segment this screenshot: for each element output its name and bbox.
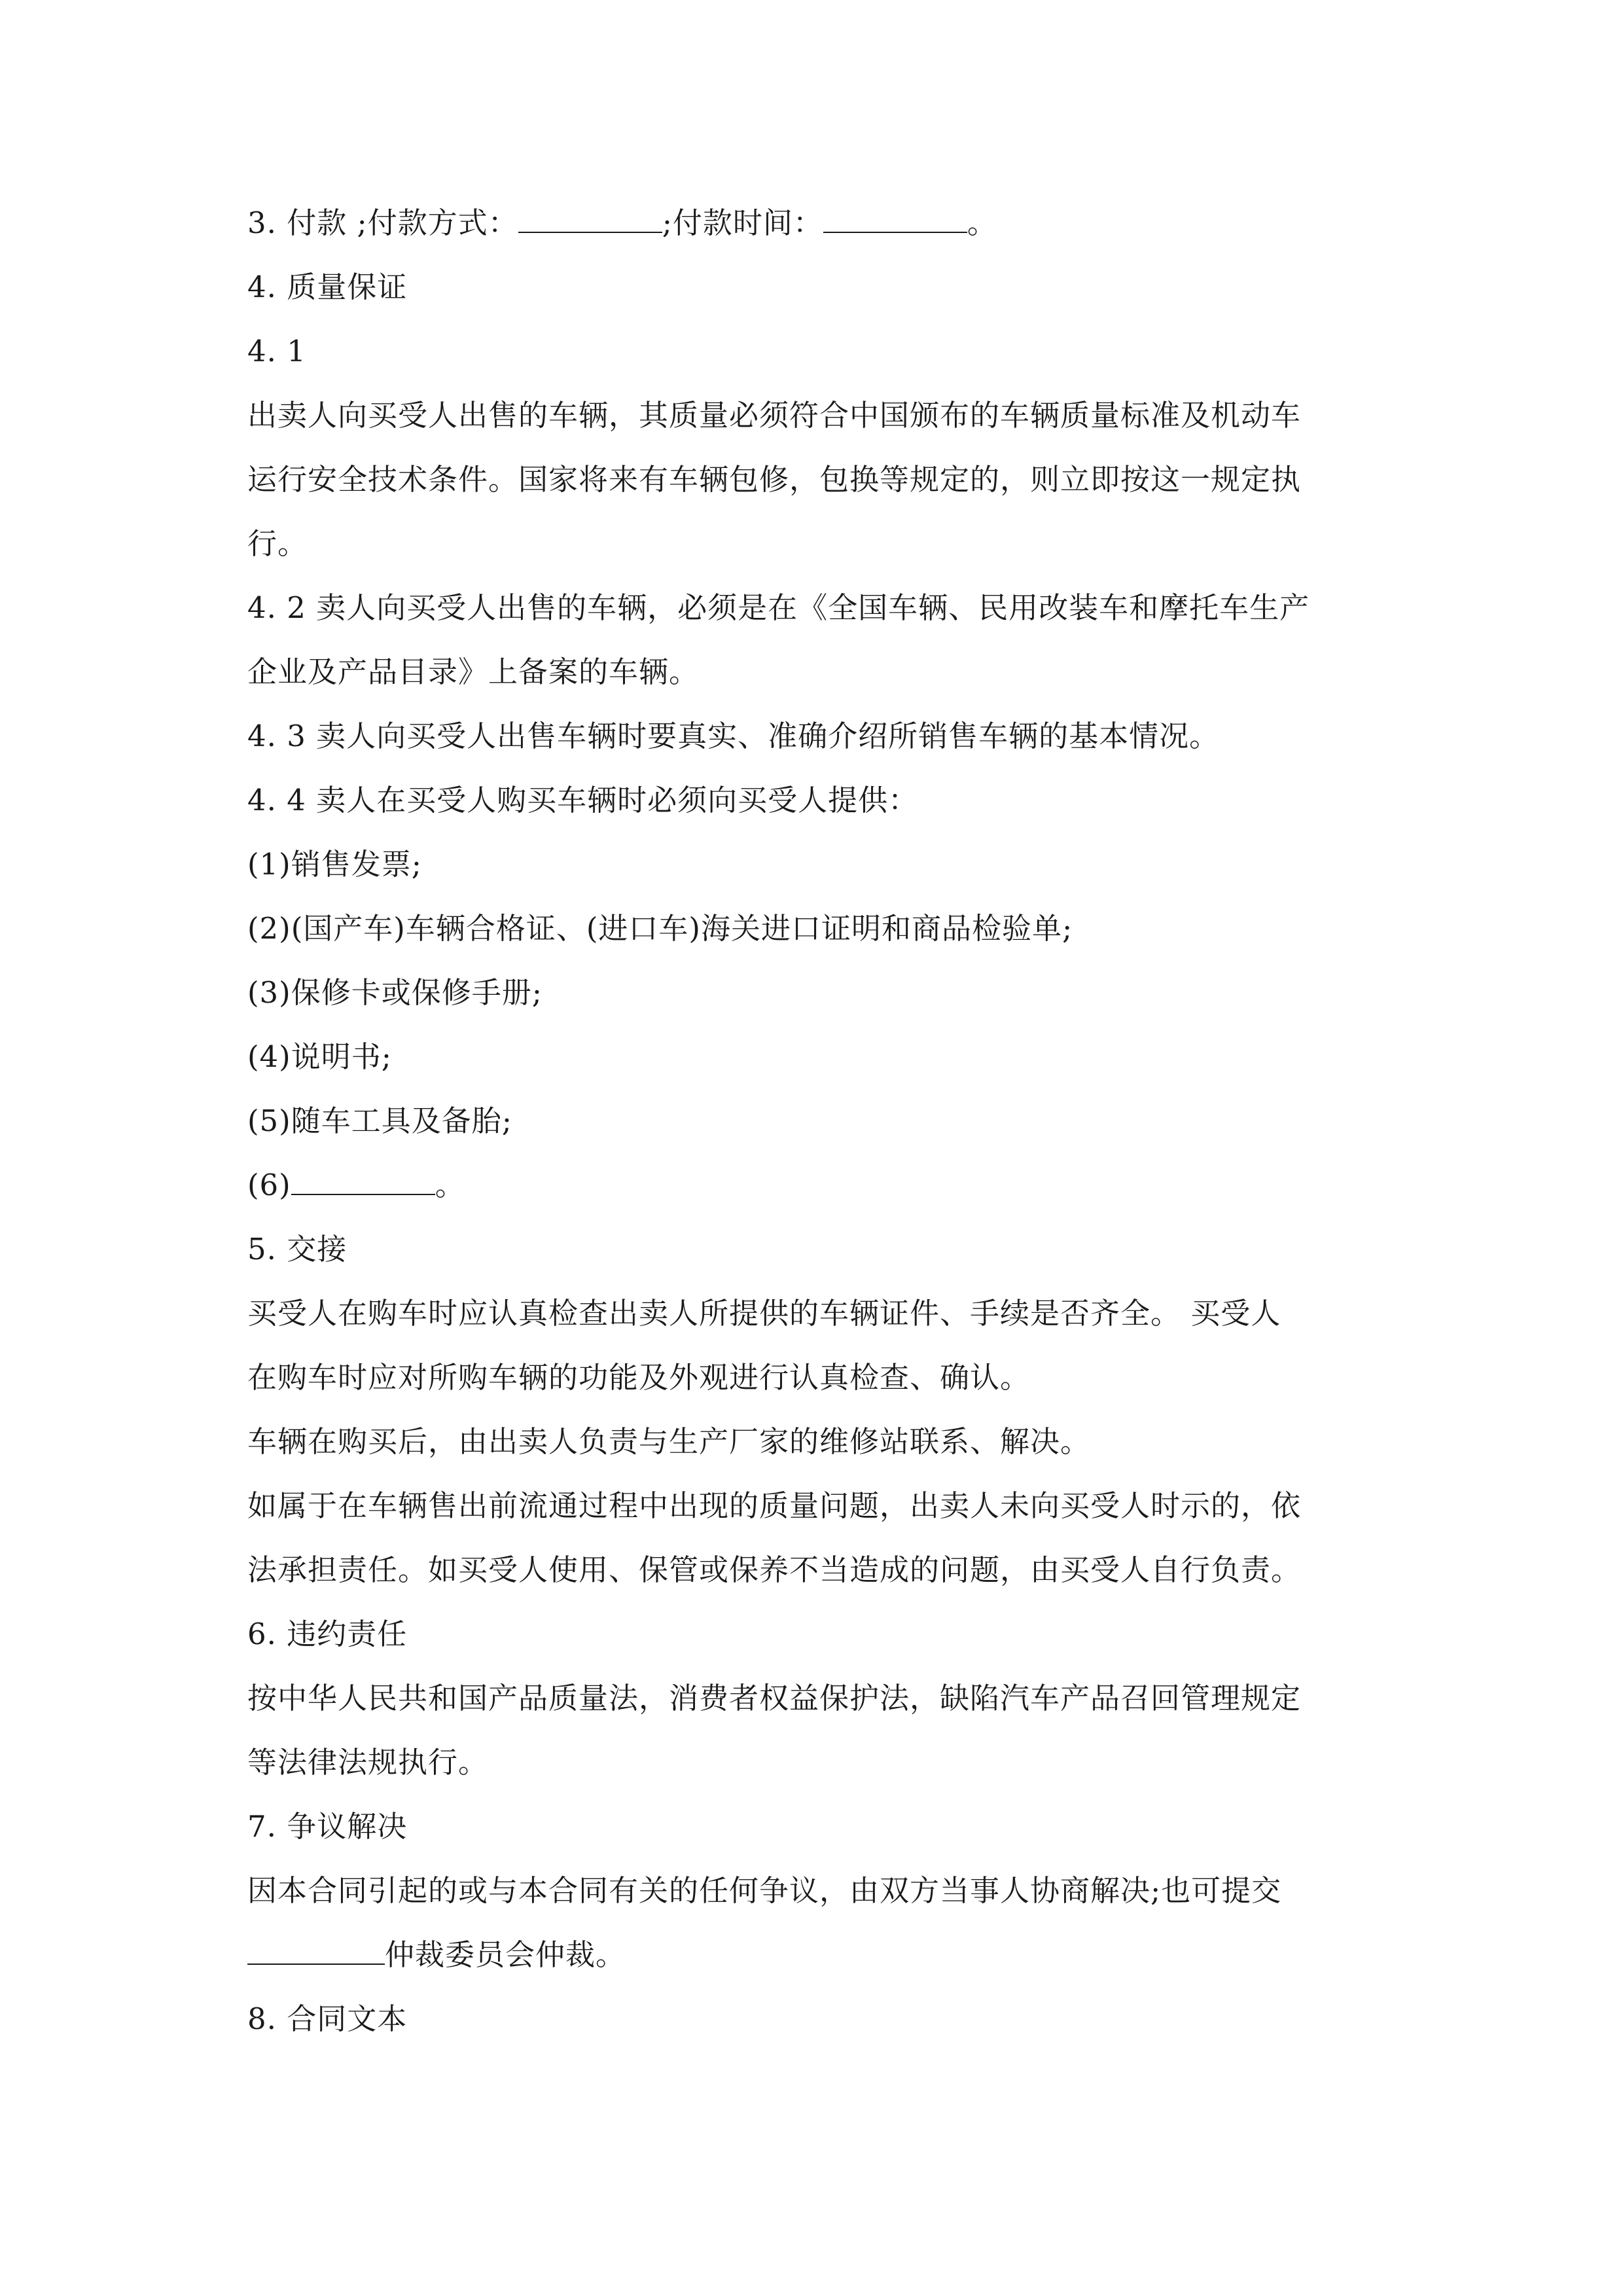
section-5-line-1: 买受人在购车时应认真检查出卖人所提供的车辆证件、手续是否齐全。 买受人 — [247, 1296, 1281, 1331]
list-item-6-end: 。 — [435, 1168, 465, 1202]
section-7-title: 7. 争议解决 — [247, 1809, 408, 1844]
section-5-title: 5. 交接 — [247, 1232, 348, 1266]
list-item-3: (3)保修卡或保修手册; — [247, 975, 543, 1010]
section-7-line-1: 因本合同引起的或与本合同有关的任何争议，由双方当事人协商解决;也可提交 — [247, 1873, 1282, 1908]
clause-4-3: 4. 3 卖人向买受人出售车辆时要真实、准确介绍所销售车辆的基本情况。 — [247, 719, 1220, 753]
section-7-line-2 — [247, 1923, 1399, 1987]
payment-time-blank — [823, 203, 967, 233]
payment-end: 。 — [967, 206, 997, 240]
clause-4-2-line-2: 企业及产品目录》上备案的车辆。 — [247, 655, 700, 689]
clause-3-payment — [247, 191, 1399, 255]
clause-4-1-line-3: 行。 — [247, 526, 308, 561]
section-5-line-4: 如属于在车辆售出前流通过程中出现的质量问题，出卖人未向买受人时示的，依 — [247, 1488, 1302, 1523]
list-item-2: (2)(国产车)车辆合格证、(进口车)海关进口证明和商品检验单; — [247, 911, 1073, 946]
list-item-6-blank — [291, 1165, 435, 1195]
list-item-6-number: (6) — [247, 1168, 291, 1202]
list-item-1: (1)销售发票; — [247, 847, 422, 882]
clause-4-1-number: 4. 1 — [247, 334, 306, 368]
arbitration-text: 仲裁委员会仲裁。 — [385, 1937, 626, 1972]
list-item-4: (4)说明书; — [247, 1039, 392, 1074]
clause-4-4: 4. 4 卖人在买受人购买车辆时必须向买受人提供： — [247, 783, 919, 817]
section-5-line-5: 法承担责任。如买受人使用、保管或保养不当造成的问题，由买受人自行负责。 — [247, 1552, 1302, 1587]
payment-time-label: ;付款时间： — [662, 206, 823, 240]
list-item-6 — [247, 1153, 1399, 1217]
document-body — [247, 191, 1399, 2051]
payment-method-blank — [518, 203, 662, 233]
section-6-title: 6. 违约责任 — [247, 1617, 408, 1651]
section-4-title: 4. 质量保证 — [247, 270, 408, 304]
clause-4-1-line-2: 运行安全技术条件。国家将来有车辆包修，包换等规定的，则立即按这一规定执 — [247, 462, 1302, 497]
payment-method-label: 3. 付款 ;付款方式： — [247, 206, 518, 240]
clause-4-2-line-1: 4. 2 卖人向买受人出售的车辆，必须是在《全国车辆、民用改装车和摩托车生产 — [247, 590, 1310, 625]
section-5-line-2: 在购车时应对所购车辆的功能及外观进行认真检查、确认。 — [247, 1360, 1031, 1395]
section-8-title: 8. 合同文本 — [247, 2001, 408, 2036]
arbitration-blank — [247, 1935, 385, 1965]
clause-4-1-line-1: 出卖人向买受人出售的车辆，其质量必须符合中国颁布的车辆质量标准及机动车 — [247, 398, 1302, 433]
section-6-line-1: 按中华人民共和国产品质量法，消费者权益保护法，缺陷汽车产品召回管理规定 — [247, 1681, 1302, 1715]
section-5-line-3: 车辆在购买后，由出卖人负责与生产厂家的维修站联系、解决。 — [247, 1424, 1091, 1459]
list-item-5: (5)随车工具及备胎; — [247, 1103, 512, 1138]
section-6-line-2: 等法律法规执行。 — [247, 1745, 489, 1780]
